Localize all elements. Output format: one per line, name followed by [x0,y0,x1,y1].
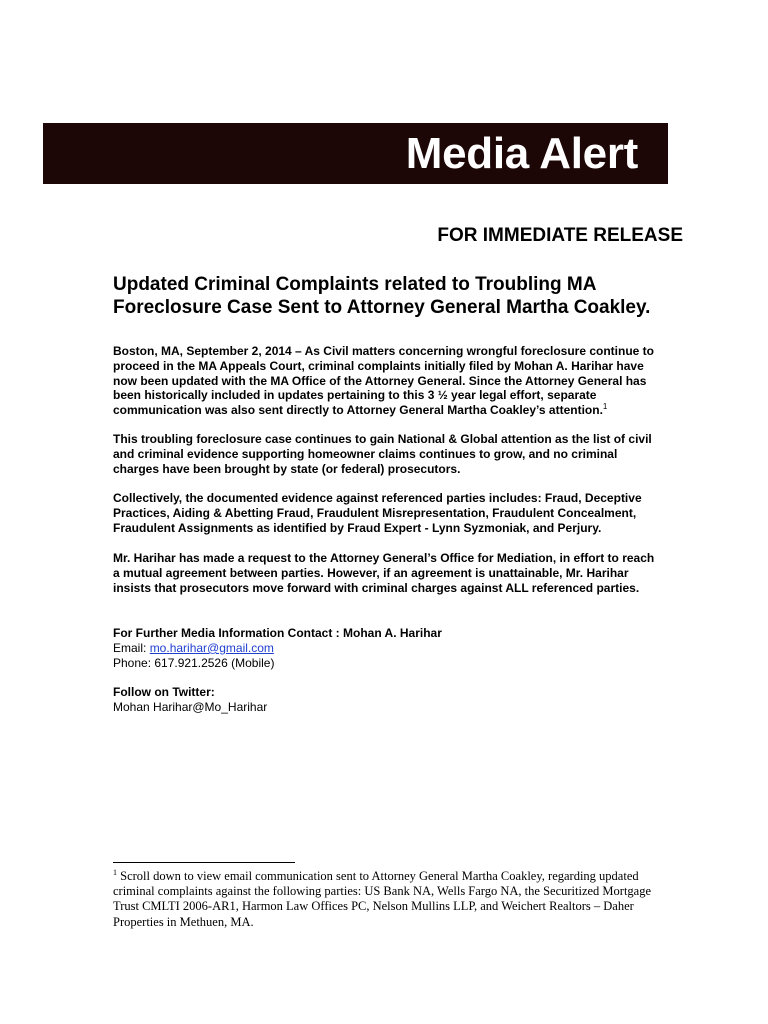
media-alert-banner [43,123,668,184]
paragraph-line: This troubling foreclosure case continues to gain National & Global attention as the list of civil [113,432,652,446]
footnote-line-text: Scroll down to view email communication sent to Attorney General Martha Coakley, regarding updated [120,869,639,883]
paragraph-line: proceed in the MA Appeals Court, criminal complaints initially filed by Mohan A. Harihar have [113,358,644,373]
headline-line: Foreclosure Case Sent to Attorney General Martha Coakley. [113,297,651,318]
paragraph-intro [113,344,703,418]
contact-block [113,626,703,670]
footnote-line: Properties in Methuen, MA. [113,914,254,929]
footnote-reference[interactable]: 1 [602,402,608,412]
paragraph-line: Mr. Harihar has made a request to the Attorney General’s Office for Mediation, in effort to reach [113,551,655,565]
paragraph-line [113,403,703,418]
paragraph-line: insists that prosecutors move forward with criminal charges against ALL referenced parties. [113,580,640,595]
paragraph-line: charges have been brought by state (or federal) prosecutors. [113,461,461,476]
paragraph-line: now been updated with the MA Office of the Attorney General. Since the Attorney General has [113,373,647,388]
footnote-line [113,869,673,884]
footnote [113,869,673,930]
footnote-mark: 1 [113,867,117,877]
footnote-divider [113,862,295,863]
twitter-heading: Follow on Twitter: [113,685,215,699]
headline [113,273,713,319]
banner-title: Media Alert [405,129,638,178]
contact-heading: For Further Media Information Contact : Mohan A. Harihar [113,626,442,640]
contact-email-row [113,641,703,656]
twitter-handle: Mohan Harihar@Mo_Harihar [113,699,268,714]
paragraph-line-text: communication was also sent directly to Attorney General Martha Coakley’s attention. [113,403,603,418]
paragraph-line: Practices, Aiding & Abetting Fraud, Fraudulent Misrepresentation, Fraudulent Concealment, [113,505,637,520]
footnote-line: criminal complaints against the following parties: US Bank NA, Wells Fargo NA, the Securitized Mortgage [113,884,652,899]
paragraph-attention [113,432,703,476]
paragraph-line: a mutual agreement between parties. However, if an agreement is unattainable, Mr. Harihar [113,565,629,580]
footnote-line: Trust CMLTI 2006-AR1, Harmon Law Offices PC, Nelson Mullins LLP, and Weichert Realtors – Daher [113,899,634,914]
paragraph-line: Fraudulent Assignments as identified by Fraud Expert - Lynn Syzmoniak, and Perjury. [113,520,602,535]
paragraph-line: Boston, MA, September 2, 2014 – As Civil matters concerning wrongful foreclosure continue to [113,344,654,358]
email-label: Email: [113,640,150,655]
paragraph-line: and criminal evidence supporting homeowner claims continues to grow, and no criminal [113,446,618,461]
paragraph-evidence [113,491,703,535]
email-link[interactable]: mo.harihar@gmail.com [149,640,274,655]
paragraph-line: Collectively, the documented evidence against referenced parties includes: Fraud, Deceptive [113,491,642,505]
headline-line: Updated Criminal Complaints related to Troubling MA [113,274,597,295]
release-label: FOR IMMEDIATE RELEASE [437,225,683,246]
twitter-block [113,685,703,715]
contact-phone: Phone: 617.921.2526 (Mobile) [113,655,275,670]
paragraph-mediation [113,551,703,595]
paragraph-line: been historically included in updates pertaining to this 3 ½ year legal effort, separate [113,388,597,403]
